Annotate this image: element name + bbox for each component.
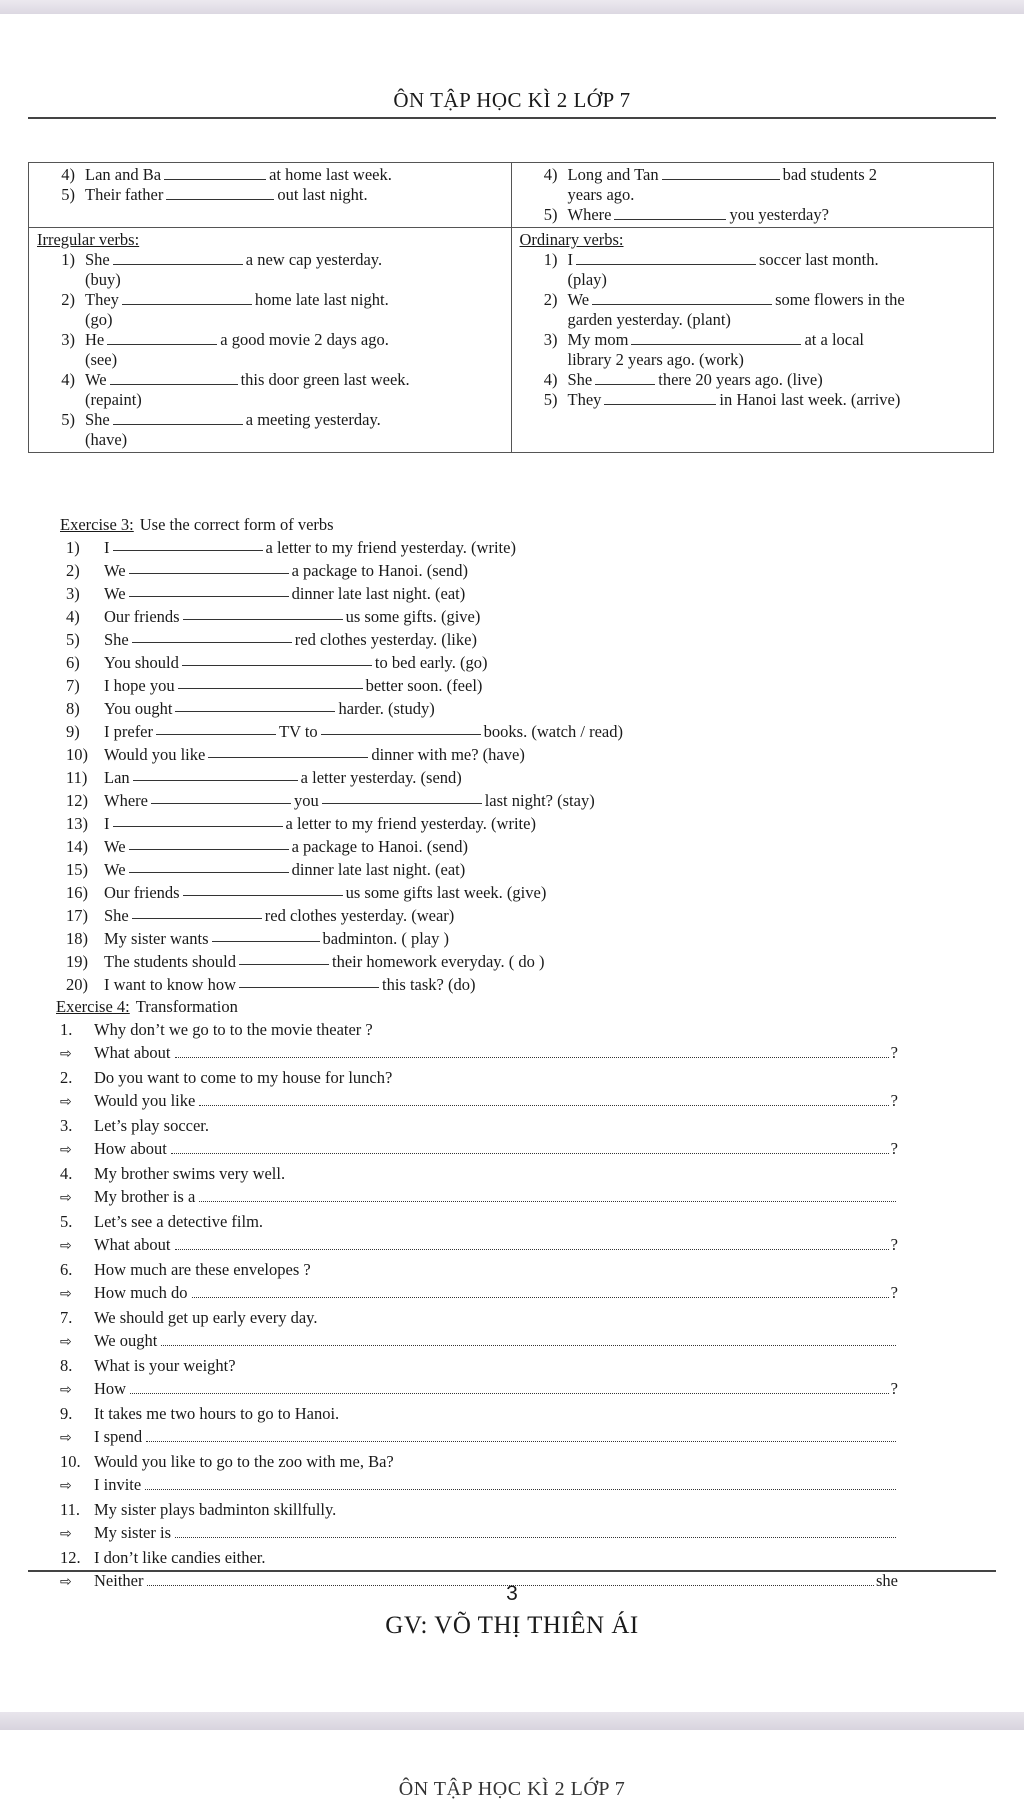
arrow-icon: ⇨ — [60, 1142, 72, 1158]
answer-blank — [113, 812, 283, 827]
exercise-item: 18) My sister wants badminton. ( play ) — [66, 929, 449, 948]
transformation-answer-line: ⇨ What about ? — [60, 1041, 898, 1066]
transformation-question: 11. My sister plays badminton skillfully. — [60, 1500, 337, 1519]
answer-blank — [151, 789, 291, 804]
exercise-4-list — [60, 1018, 898, 1594]
answer-blank — [212, 927, 320, 942]
irregular-item: 4) We this door green last week. (repaint) — [61, 370, 410, 409]
dotted-answer-line — [175, 1537, 896, 1538]
transformation-answer-line: ⇨ My sister is — [60, 1521, 898, 1546]
irregular-item: 3) He a good movie 2 days ago. (see) — [61, 330, 389, 369]
dotted-answer-line — [171, 1153, 889, 1154]
ordinary-item: 4) She there 20 years ago. (live) — [543, 370, 823, 389]
exercise-4-title: Exercise 4: Transformation — [56, 997, 238, 1016]
dotted-answer-line — [175, 1057, 889, 1058]
answer-blank — [110, 370, 238, 385]
transformation-answer-line: ⇨ I invite — [60, 1473, 898, 1498]
dotted-answer-line — [130, 1393, 889, 1394]
answer-blank — [183, 881, 343, 896]
exercise-item: 19) The students should their homework everyday. ( do ) — [66, 952, 545, 971]
answer-blank — [595, 370, 655, 385]
answer-blank — [156, 720, 276, 735]
arrow-icon: ⇨ — [60, 1526, 72, 1542]
transformation-answer-line: ⇨ My brother is a — [60, 1185, 898, 1210]
answer-blank — [129, 559, 289, 574]
arrow-icon: ⇨ — [60, 1190, 72, 1206]
exercise-item: 8) You ought harder. (study) — [66, 699, 435, 718]
dotted-answer-line — [146, 1441, 896, 1442]
exercise-item: 3) We dinner late last night. (eat) — [66, 584, 466, 603]
page-header-title: ÔN TẬP HỌC KÌ 2 LỚP 7 — [28, 88, 996, 119]
answer-blank — [175, 697, 335, 712]
ordinary-item: 1) I soccer last month. (play) — [543, 250, 879, 289]
answer-blank — [631, 330, 801, 345]
footer-rule — [28, 1570, 996, 1572]
next-page — [0, 1730, 1024, 1820]
transformation-answer-line: ⇨ What about ? — [60, 1233, 898, 1258]
transformation-question: 8. What is your weight? — [60, 1356, 236, 1375]
answer-blank — [322, 789, 482, 804]
answer-blank — [592, 290, 772, 305]
irregular-item: 2) They home late last night. (go) — [61, 290, 389, 329]
exercise-item: 14) We a package to Hanoi. (send) — [66, 837, 468, 856]
transformation-answer-line: ⇨ How ? — [60, 1377, 898, 1402]
ordinary-item: 2) We some flowers in the garden yesterday. (plant) — [543, 290, 905, 329]
exercise-item: 16) Our friends us some gifts last week. (give) — [66, 883, 547, 902]
arrow-icon: ⇨ — [60, 1478, 72, 1494]
table-row: 4) Lan and Ba at home last week. — [61, 165, 392, 184]
answer-blank — [208, 743, 368, 758]
arrow-icon: ⇨ — [60, 1046, 72, 1062]
page-separator — [0, 1712, 1024, 1730]
answer-blank — [133, 766, 298, 781]
answer-blank — [614, 205, 726, 220]
table-row: 4) Long and Tan bad students 2 — [543, 165, 878, 184]
transformation-answer-line: ⇨ How much do ? — [60, 1281, 898, 1306]
answer-blank — [239, 950, 329, 965]
exercise-item: 11) Lan a letter yesterday. (send) — [66, 768, 462, 787]
exercise-item: 13) I a letter to my friend yesterday. (write) — [66, 814, 536, 833]
arrow-icon: ⇨ — [60, 1382, 72, 1398]
exercise-item: 15) We dinner late last night. (eat) — [66, 860, 466, 879]
answer-blank — [321, 720, 481, 735]
transformation-question: 2. Do you want to come to my house for lunch? — [60, 1068, 393, 1087]
exercise-item: 20) I want to know how this task? (do) — [66, 975, 476, 994]
exercise-item: 5) She red clothes yesterday. (like) — [66, 630, 477, 649]
ordinary-item: 5) They in Hanoi last week. (arrive) — [543, 390, 901, 409]
transformation-answer-line: ⇨ I spend — [60, 1425, 898, 1450]
arrow-icon: ⇨ — [60, 1574, 72, 1590]
answer-blank — [113, 410, 243, 425]
answer-blank — [132, 628, 292, 643]
exercise-item: 17) She red clothes yesterday. (wear) — [66, 906, 455, 925]
transformation-question: 7. We should get up early every day. — [60, 1308, 318, 1327]
transformation-answer-line: ⇨ How about ? — [60, 1137, 898, 1162]
irregular-verbs-cell — [29, 228, 512, 453]
table-top-right: 4) Long and Tan bad students 2 years ago. 5) Where you yesterday? — [511, 163, 994, 228]
answer-blank — [178, 674, 363, 689]
answer-blank — [576, 250, 756, 265]
table-top-left — [29, 163, 512, 228]
answer-blank — [166, 185, 274, 200]
exercise-item: 9) I prefer TV to books. (watch / read) — [66, 722, 623, 741]
answer-blank — [164, 165, 266, 180]
exercise-3-title: Exercise 3: Use the correct form of verbs — [60, 515, 334, 534]
teacher-name: GV: VÕ THỊ THIÊN ÁI — [385, 1612, 639, 1639]
answer-blank — [107, 330, 217, 345]
exercise-4 — [56, 995, 898, 1594]
exercise-item: 6) You should to bed early. (go) — [66, 653, 488, 672]
table-row: 5) Where you yesterday? — [543, 205, 829, 224]
transformation-question: 1. Why don’t we go to to the movie theater ? — [60, 1020, 373, 1039]
answer-blank — [113, 250, 243, 265]
irregular-verbs-heading: Irregular verbs: — [37, 230, 140, 249]
transformation-question: 6. How much are these envelopes ? — [60, 1260, 311, 1279]
exercise-item: 10) Would you like dinner with me? (have) — [66, 745, 525, 764]
ordinary-verbs-cell — [511, 228, 994, 453]
exercise-3-list — [60, 536, 990, 996]
exercise-item: 1) I a letter to my friend yesterday. (write) — [66, 538, 516, 557]
exercise-item: 12) Where you last night? (stay) — [66, 791, 595, 810]
verb-table — [28, 162, 994, 453]
answer-blank — [122, 290, 252, 305]
irregular-item: 5) She a meeting yesterday. (have) — [61, 410, 381, 449]
answer-blank — [239, 973, 379, 988]
page-number: 3 — [506, 1582, 518, 1605]
transformation-answer-line: ⇨ We ought — [60, 1329, 898, 1354]
answer-blank — [183, 605, 343, 620]
arrow-icon: ⇨ — [60, 1094, 72, 1110]
ordinary-verbs-heading: Ordinary verbs: — [519, 230, 624, 249]
answer-blank — [132, 904, 262, 919]
transformation-question: 5. Let’s see a detective film. — [60, 1212, 264, 1231]
answer-blank — [129, 858, 289, 873]
answer-blank — [113, 536, 263, 551]
transformation-question: 3. Let’s play soccer. — [60, 1116, 210, 1135]
answer-blank — [182, 651, 372, 666]
dotted-answer-line — [161, 1345, 896, 1346]
dotted-answer-line — [192, 1297, 889, 1298]
answer-blank — [604, 390, 716, 405]
answer-blank — [129, 835, 289, 850]
irregular-item: 1) She a new cap yesterday. (buy) — [61, 250, 383, 289]
exercise-item: 4) Our friends us some gifts. (give) — [66, 607, 481, 626]
transformation-question: 9. It takes me two hours to go to Hanoi. — [60, 1404, 340, 1423]
answer-blank — [129, 582, 289, 597]
dotted-answer-line — [145, 1489, 896, 1490]
arrow-icon: ⇨ — [60, 1238, 72, 1254]
exercise-item: 2) We a package to Hanoi. (send) — [66, 561, 468, 580]
arrow-icon: ⇨ — [60, 1430, 72, 1446]
exercise-item: 7) I hope you better soon. (feel) — [66, 676, 483, 695]
dotted-answer-line — [175, 1249, 889, 1250]
dotted-answer-line — [199, 1201, 896, 1202]
table-row: 5) Their father out last night. — [61, 185, 368, 204]
arrow-icon: ⇨ — [60, 1286, 72, 1302]
answer-blank — [662, 165, 780, 180]
transformation-question: 10. Would you like to go to the zoo with me, Ba? — [60, 1452, 394, 1471]
exercise-3 — [60, 513, 990, 996]
transformation-answer-line: ⇨ Neither she — [60, 1569, 898, 1594]
dotted-answer-line — [199, 1105, 888, 1106]
transformation-answer-line: ⇨ Would you like ? — [60, 1089, 898, 1114]
transformation-question: 4. My brother swims very well. — [60, 1164, 286, 1183]
next-page-header: ÔN TẬP HỌC KÌ 2 LỚP 7 — [398, 1778, 626, 1800]
viewer-top-bar — [0, 0, 1024, 14]
ordinary-item: 3) My mom at a local library 2 years ago. (work) — [543, 330, 865, 369]
arrow-icon: ⇨ — [60, 1334, 72, 1350]
transformation-question: 12. I don’t like candies either. — [60, 1548, 266, 1567]
